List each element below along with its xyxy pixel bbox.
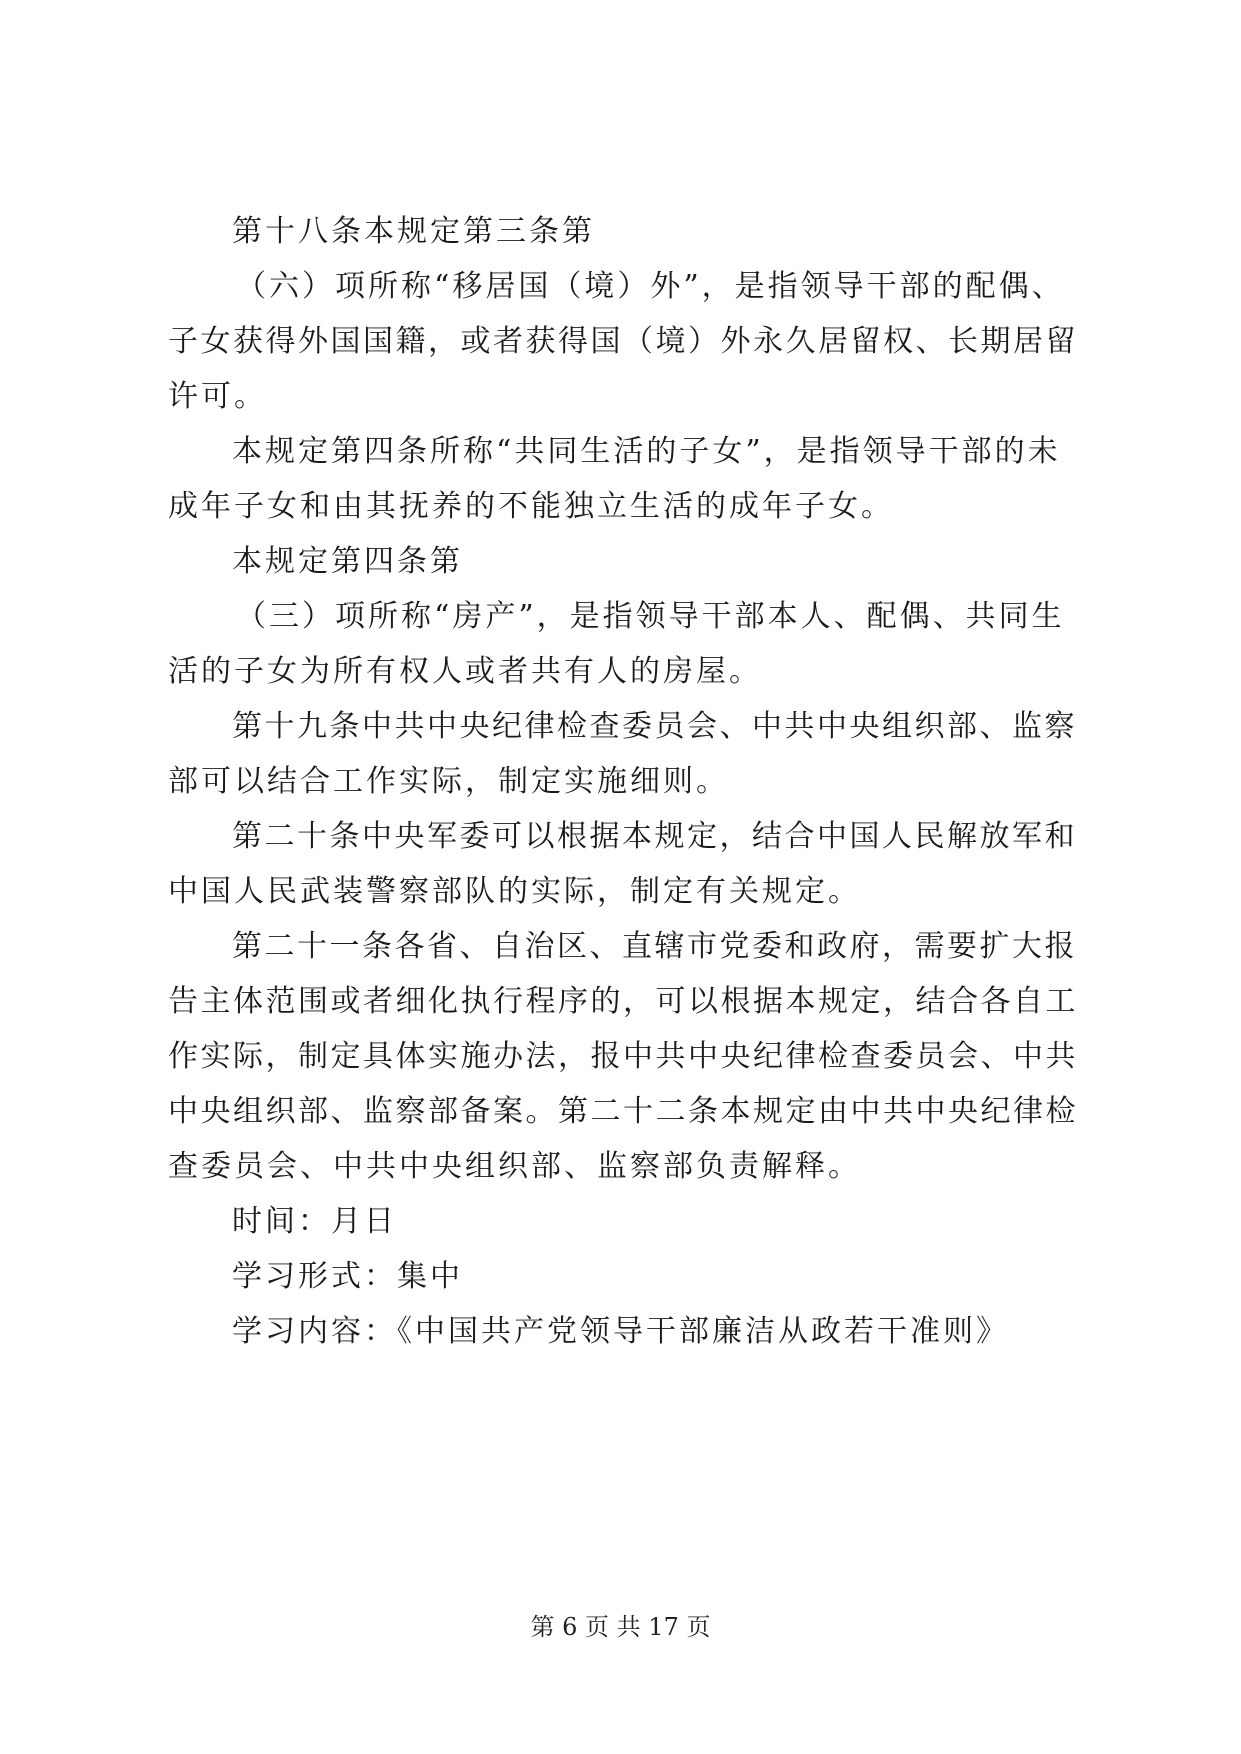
text-line: 许可。 [168,379,267,414]
text-line: 时间：月日 [232,1204,397,1239]
text-line: 作实际，制定具体实施办法，报中共中央纪律检查委员会、中共 [168,1039,1078,1074]
text-line: 子女获得外国国籍，或者获得国（境）外永久居留权、长期居留 [168,324,1078,359]
text-line: 成年子女和由其抚养的不能独立生活的成年子女。 [168,489,894,524]
text-line: 第二十条中央军委可以根据本规定，结合中国人民解放军和 [232,819,1077,854]
text-line: （六）项所称“移居国（境）外”，是指领导干部的配偶、 [236,269,1065,304]
text-line: 中央组织部、监察部备案。第二十二条本规定由中共中央纪律检 [168,1094,1078,1129]
text-line: 查委员会、中共中央组织部、监察部负责解释。 [168,1149,861,1184]
text-line: 本规定第四条所称“共同生活的子女”，是指领导干部的未 [232,434,1061,469]
text-line: 本规定第四条第 [232,544,463,579]
text-line: 学习内容：《中国共产党领导干部廉洁从政若干准则》 [232,1314,1009,1349]
text-line: 中国人民武装警察部队的实际，制定有关规定。 [168,874,861,909]
text-line: 学习形式：集中 [232,1259,463,1294]
text-line: 部可以结合工作实际，制定实施细则。 [168,764,729,799]
page-number-footer: 第 6 页 共 17 页 [530,1613,711,1641]
text-line: 第二十一条各省、自治区、直辖市党委和政府，需要扩大报 [232,929,1077,964]
text-line: 活的子女为所有权人或者共有人的房屋。 [168,654,762,689]
text-line: （三）项所称“房产”，是指领导干部本人、配偶、共同生 [236,599,1065,634]
text-line: 第十八条本规定第三条第 [232,214,595,249]
text-line: 告主体范围或者细化执行程序的，可以根据本规定，结合各自工 [168,984,1078,1019]
text-line: 第十九条中共中央纪律检查委员会、中共中央组织部、监察 [232,709,1077,744]
